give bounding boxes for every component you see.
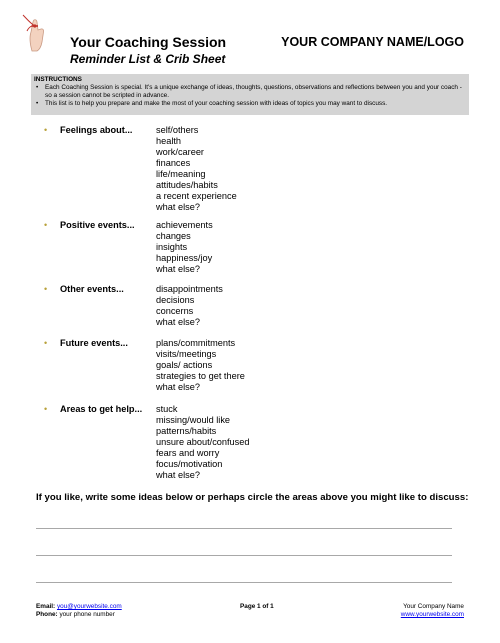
phone-label: Phone:	[36, 611, 60, 618]
email-link[interactable]: you@yourwebsite.com	[56, 603, 122, 610]
instructions-heading: INSTRUCTIONS	[34, 76, 82, 83]
section-label: Future events...	[60, 338, 128, 348]
page-title: Your Coaching Session	[70, 34, 227, 50]
topic-item: focus/motivation	[156, 459, 223, 469]
page-subtitle: Reminder List & Crib Sheet	[70, 52, 226, 66]
topic-item: what else?	[156, 317, 200, 327]
topic-item: what else?	[156, 470, 200, 480]
topic-item: self/others	[156, 125, 199, 135]
section-label: Positive events...	[60, 220, 135, 230]
section-label: Areas to get help...	[60, 404, 143, 414]
topic-item: decisions	[156, 295, 195, 305]
topic-item: fears and worry	[156, 448, 220, 458]
bullet-icon: •	[44, 125, 48, 135]
topic-list	[156, 220, 213, 275]
writing-line[interactable]	[36, 528, 452, 529]
topic-item: what else?	[156, 382, 200, 392]
instruction-text: Each Coaching Session is special. It's a unique exchange of ideas, thoughts, questions, observations and reflections between you and your coach - so a session cannot be scripted in advance.	[45, 84, 462, 99]
notes-prompt: If you like, write some ideas below or perhaps circle the areas above you might like to discuss:	[36, 492, 469, 503]
topic-item: plans/commitments	[156, 338, 236, 348]
topic-item: finances	[156, 158, 191, 168]
bullet-icon: •	[36, 100, 39, 107]
topic-item: what else?	[156, 202, 200, 212]
footer-email-row	[36, 603, 122, 611]
topic-item: strategies to get there	[156, 371, 245, 381]
topic-list	[156, 338, 245, 393]
topic-item: health	[156, 136, 182, 146]
footer-phone-row	[36, 611, 122, 619]
topic-item: life/meaning	[156, 169, 206, 179]
footer-contact	[36, 603, 122, 619]
bullet-icon: •	[36, 84, 39, 91]
topic-item: changes	[156, 231, 191, 241]
topic-item: happiness/joy	[156, 253, 213, 263]
website-link[interactable]: www.yourwebsite.com	[400, 611, 464, 618]
finger-string-icon	[20, 14, 54, 52]
instruction-text: This list is to help you prepare and make the most of your coaching session with ideas of topics you may want to discuss.	[45, 100, 388, 107]
topic-item: missing/would like	[156, 415, 231, 425]
page-number: Page 1 of 1	[240, 603, 274, 610]
topic-item: disappointments	[156, 284, 223, 294]
instruction-item	[34, 100, 466, 108]
topic-item: visits/meetings	[156, 349, 217, 359]
section-label: Other events...	[60, 284, 124, 294]
footer-company	[401, 603, 464, 619]
email-label: Email:	[36, 603, 57, 610]
company-logo-placeholder: YOUR COMPANY NAME/LOGO	[281, 35, 464, 49]
topic-item: insights	[156, 242, 188, 252]
topic-item: work/career	[156, 147, 204, 157]
topic-item: stuck	[156, 404, 178, 414]
topic-list	[156, 125, 237, 213]
writing-line[interactable]	[36, 582, 452, 583]
instructions-list	[34, 84, 466, 108]
footer-company-name: Your Company Name	[403, 603, 464, 610]
bullet-icon: •	[44, 284, 48, 294]
topic-item: concerns	[156, 306, 194, 316]
topic-item: attitudes/habits	[156, 180, 218, 190]
topic-item: goals/ actions	[156, 360, 213, 370]
bullet-icon: •	[44, 220, 48, 230]
topic-item: patterns/habits	[156, 426, 217, 436]
topic-list	[156, 404, 249, 481]
topic-item: a recent experience	[156, 191, 237, 201]
bullet-icon: •	[44, 404, 48, 414]
instructions-box	[31, 74, 469, 115]
topic-list	[156, 284, 223, 328]
section-label: Feelings about...	[60, 125, 133, 135]
bullet-icon: •	[44, 338, 48, 348]
topic-item: achievements	[156, 220, 213, 230]
instruction-item	[34, 84, 466, 100]
phone-value: your phone number	[59, 611, 115, 618]
topic-item: what else?	[156, 264, 200, 274]
topic-item: unsure about/confused	[156, 437, 250, 447]
writing-line[interactable]	[36, 555, 452, 556]
